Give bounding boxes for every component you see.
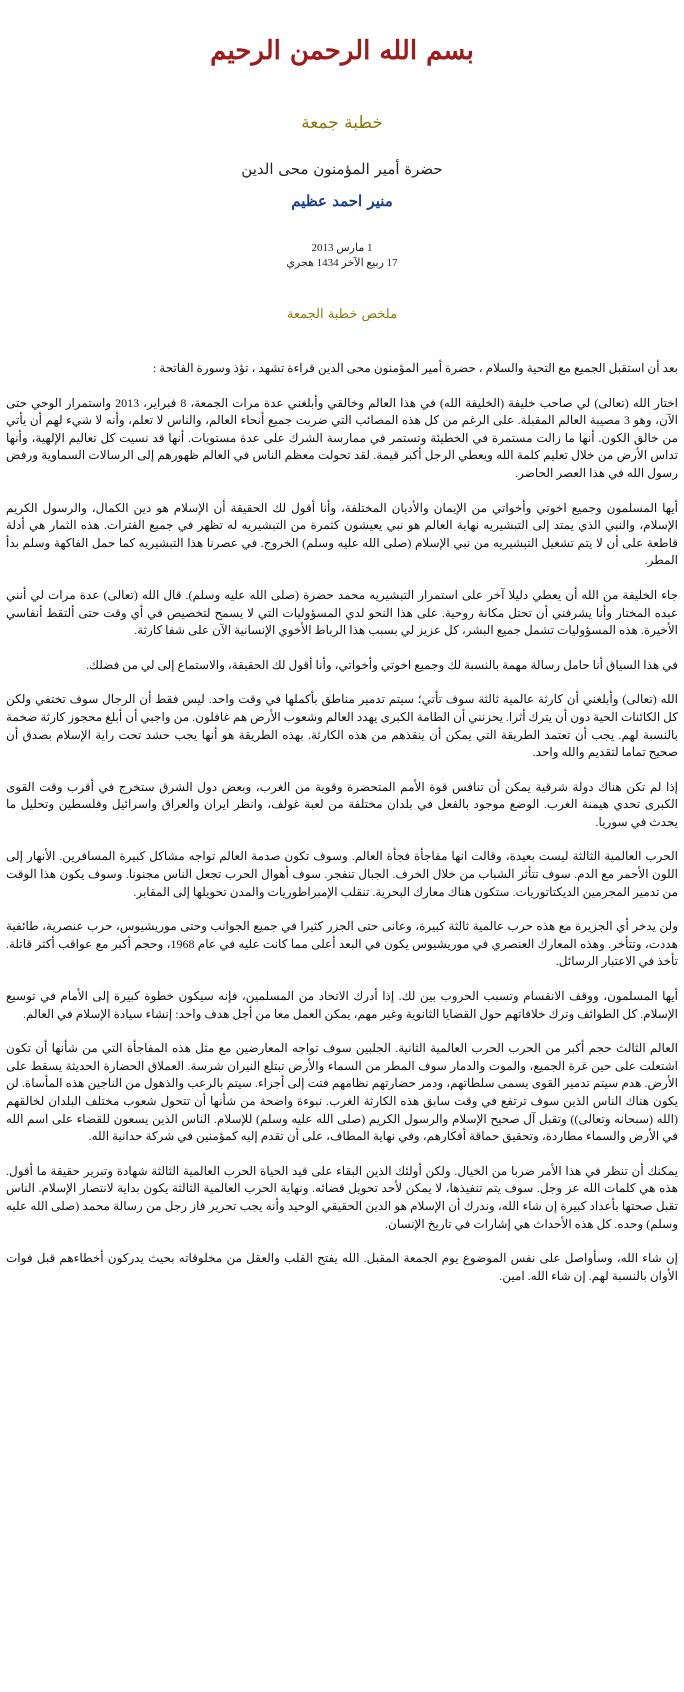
paragraph: ولن يدخر أي الجزيرة مع هذه حرب عالمية ثالثة كبيرة، وعانى حتى الجزر كثيرا في جميع الجوانب وحتى موريشيوس، حرب عنصرية، طائفية هددت، وتتأخر. وهذه المعارك العنصري في موريشيوس يكون في البعد أعلى مما كانت عليه في عام 1968، وحجم أكبر مع عواقب أكثر قاتلة. تأخذ في الاعتبار الرسائل. [6, 919, 678, 969]
summary-heading: ملخص خطبة الجمعة [286, 307, 398, 322]
sermon-date [6, 241, 678, 271]
sermon-page [0, 32, 684, 1285]
paragraph: في هذا السياق أنا حامل رسالة مهمة بالنسبة لك وجميع اخوتي وأخواتي، وأنا أقول لك الحقيقة، والاستماع إلى لي من فضلك. [86, 657, 678, 672]
paragraph: أيها المسلمون وجميع اخوتي وأخواتي من الإيمان والأديان المختلفة، وأنا أقول لك الحقيقة أن الإسلام هو دين الكمال، والرسول الكريم الإسلام، والنبي الذي يمتد إلى التبشيريه نهاية العالم هو نبي يعيشون كثمرة من التبشيريه له تظهر في جميع الفترات. هذه الثمار هي أدلة قاطعة على أن لا يتم تشغيل التبشيريه من نبي الإسلام (صلى الله عليه وسلم) الخروج. في عصرنا هذا التبشيريه كما حمل الفاكهة وسلم بدأ المطر. [6, 500, 678, 568]
paragraph: بعد أن استقبل الجميع مع التحية والسلام ، حضرة أمير المؤمنون محى الدين قراءة تشهد ، تؤذ وسورة الفاتحة : [152, 361, 678, 375]
paragraph: جاء الخليفة من الله أن يعطي دليلا آخر على استمرار التبشيريه محمد حضرة (صلى الله عليه وسلم). قال الله (تعالى) عدة مرات لي أنني عبده المختار وأنا يشرفني أن تحتل مكانة روحية. على هذا النحو لدي المسؤوليات التي لا يسمح لتخصيص في أي وقت حتى ألتقط أنفاسي الأخيرة. هذه المسؤوليات تشمل جميع البشر، كل عزيز لي بسبب هذا الرباط الأخوي الإنسانية الآن على شفا كارثة. [6, 587, 678, 638]
paragraph: العالم الثالث حجم أكبر من الحرب الحرب العالمية الثانية. الجلبين سوف تواجه المعارضين مع مثل هذه المفاجأة التي من شأنها أن تكون اشتعلت على حين غرة الجميع، والموت والدمار سوف المطر من السماء والأرض تبتلع النيران شرسة. العملاق الحضارة الحديثة يسقط على الأرض. هدم سيتم تدمير القوى يسمى سلطاتهم، ودمر حضارتهم نظامهم فتت إلى أجزاء. سيتم بالرعب والذهول من الناجين هذه المأساة. لن يكون هناك الناس الذين سوف ترتفع في وقت سابق هذه الكارثة الغرب. نبوءة واضحة من شأنها أن تتحول شعوب مختلف البلدان لخالقهم (الله (سبحانه وتعالى)) وتقبل آل صحيح الإسلام والرسول الكريم (صلى الله عليه وسلم) للإسلام. الناس الذين يسعون للقضاء على اسم الله في الأرض والسماء مطاردة، وتحقيق حماقة أفكارهم، وفي نهاية المطاف، على أن تقدم إليه كمؤمنين في شركة حدانية الله. [6, 1041, 678, 1144]
sermon-body [6, 360, 678, 1285]
paragraph: الحرب العالمية الثالثة ليست بعيدة، وقالت انها مفاجأة فجأة العالم. وسوف تكون صدمة العالم تواجه مشاكل كبيرة المسافرين. الأنهار إلى اللون الأحمر مع الدم. سوف تتأثر الشباب من خلال الخرف. الجبال تنفجر. سوف أهوال الحرب تجعل الناس مجنونا. وسوف يكون هذا الوقت من تدمير المجرمين الديكتاتوريات. ستكون هناك معارك البحرية. تنقلب الإمبراطوريات والمدن تحويلها إلى المقابر. [6, 849, 678, 899]
sermon-type-title: خطبة جمعة [301, 113, 383, 133]
paragraph: الله (تعالى) وأبلغني أن كارثة عالمية ثالثة سوف تأتي؛ سيتم تدمير مناطق بأكملها في وقت واحد. ليس فقط أن الرجال سوف تختفي ولكن كل الكائنات الحية دون أن يترك أثرا. يحزنني أن الطامة الكبرى يهدد العالم وشعوب الأرض هم غافلون. من واجبي أن أبلغ محجوز كارثة ضخمة بالنسبة لهم. يجب أن تعتمد الطريقة التي يمكن أن ينقذهم من هذه الكارثة. بهذه الطريقة هو أنها يجب حشد تحت راية الإسلام بصدق أن صحيح تماما لتقديم والله واحد. [6, 692, 678, 760]
paragraph: أيها المسلمون، ووقف الانقسام وتسبب الحروب بين لك. إذا أدرك الاتحاد من المسلمين، فإنه سيكون خطوة كبيرة إلى الأمام في توسيع الإسلام. كل الطوائف وترك خلافاتهم حول القضايا الثانوية وغير مهم، يمكن العمل معا من أجل هدف واحد: إنشاء سيادة الإسلام في العالم. [6, 989, 678, 1021]
paragraph: يمكنك أن تنظر في هذا الأمر ضربا من الخيال. ولكن أولئك الذين البقاء على قيد الحياة الحرب العالمية الثالثة شهادة وتبرير حقيقة ما أقول. هذه هي كلمات الله عز وجل. سوف يتم تنفيذها، لا يمكن لأحد تحويل قضائه. ونهاية الحرب العالمية الثالثة يكون بداية لانتصار الإسلام. الناس تقبل صحتها بأعداد كبيرة إن شاء الله، وندرك أن الإسلام هو الدين الحقيقي الوحيد وأنه يجب تحرير فاز رجل من رسالة محمد (صلى الله عليه وسلم) وحده. كل هذه الأحداث هي إشارات في تاريخ الإنسان. [6, 1163, 678, 1231]
date-hijri: 17 ربيع الآخر 1434 هجري [286, 257, 398, 269]
bismillah-heading: بسم الله الرحمن الرحيم [210, 36, 474, 66]
author-name: منير احمد عظيم [291, 192, 393, 210]
paragraph: إن شاء الله، وسأواصل على نفس الموضوع يوم الجمعة المقبل. الله يفتح القلب والعقل من مخلوقاته بحيث يدركون أخطاءهم قبل فوات الأوان بالنسبة لهم. إن شاء الله. امين. [6, 1251, 678, 1283]
honorific-line: حضرة أمير المؤمنون محى الدين [241, 160, 443, 178]
paragraph: اختار الله (تعالى) لي صاحب خليفة (الخليفة الله) في هذا العالم وخالقي وأبلغني عدة مرات الجمعة، 8 فبراير، 2013 واستمرار الوحي حتى الآن، وهو 3 مصيبة العالم المقبلة. على الرغم من كل هذه المصائب التي ضربت جميع أنحاء العالم، والناس لا تعلم، وأنه لا شيء لهم أن يأتي من خالق الكون. أنها ما زالت مستمرة في الخطيئة وتستمر في ممارسة الشرك على عدة مستويات. أنها قد نسيت كل تعاليم الإلهية، وأنها تداس الأرض من خلال تعليم كلمة الله ويعطي الرجل أكبر قيمة. لقد تحولت معظم الناس في العالم ظهورهم إلى الرسالات السماوية ورفض رسول الله في هذا العصر الحاضر. [6, 395, 679, 480]
paragraph: إذا لم تكن هناك دولة شرقية يمكن أن تنافس قوة الأمم المتحضرة وقوية من الغرب، وبعض دول الشرق ستخرج في أقرب وقت القوى الكبرى تحدي هيمنة الغرب. الوضع موجود بالفعل في بلدان مختلفة من لعبة غولف، وانظر ايران والعراق واسرائيل وفلسطين وتحليل ما يحدث في سوريا. [6, 779, 679, 829]
date-gregorian: 1 مارس 2013 [311, 242, 373, 254]
